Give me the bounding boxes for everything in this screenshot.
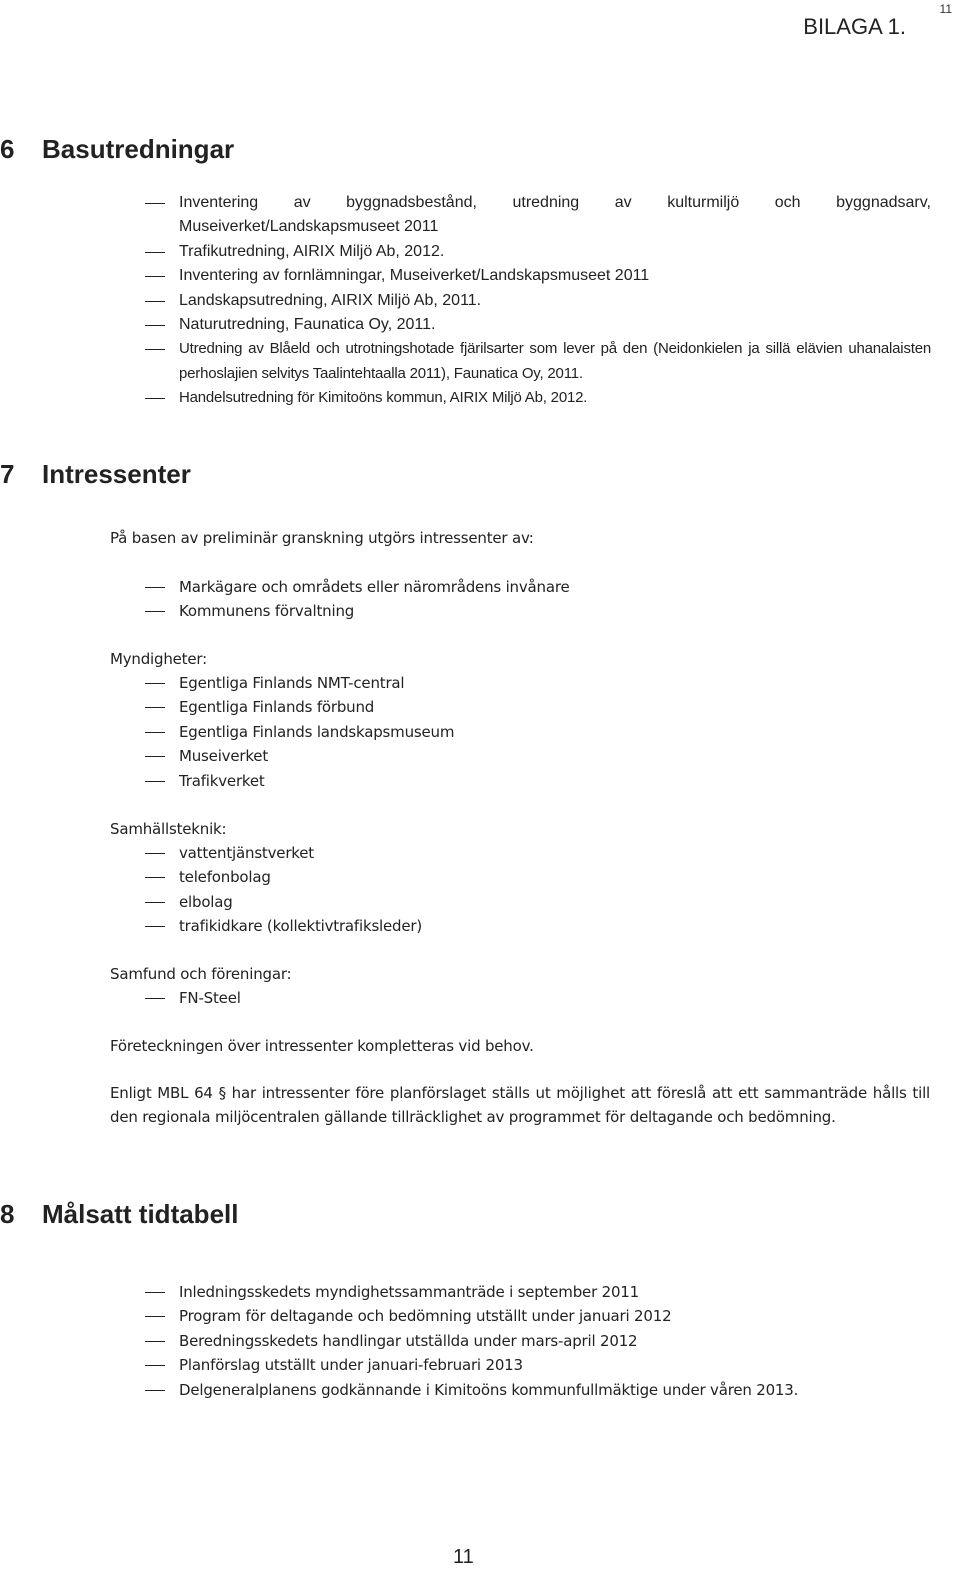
list-item: Delgeneralplanens godkännande i Kimitoöns kommunfullmäktige under våren 2013. bbox=[145, 1378, 931, 1402]
list-item: Trafikverket bbox=[145, 769, 931, 793]
list-item: telefonbolag bbox=[145, 865, 931, 889]
list-item: elbolag bbox=[145, 890, 931, 914]
list-item: Inventering av byggnadsbestånd, utredning av kulturmiljö och byggnadsarv, Museiverket/Landskapsmuseet 2011 bbox=[145, 191, 931, 240]
mbl-paragraph: Enligt MBL 64 § har intressenter före planförslaget ställs ut möjlighet att föreslå att ett sammanträde hålls till den regionala miljöcentralen gällande tillräcklighet av programmet för deltagande och bedömning. bbox=[110, 1084, 930, 1126]
section-title: Basutredningar bbox=[42, 134, 235, 164]
list-item: Trafikutredning, AIRIX Miljö Ab, 2012. bbox=[145, 240, 931, 264]
list-item: FN-Steel bbox=[145, 986, 931, 1010]
tech-label: Samhällsteknik: bbox=[110, 820, 227, 838]
list-item: Inledningsskedets myndighetssammanträde i september 2011 bbox=[145, 1280, 931, 1304]
section-number: 8 bbox=[0, 1199, 15, 1229]
list-item: trafikidkare (kollektivtrafiksleder) bbox=[145, 914, 931, 938]
list-item: Naturutredning, Faunatica Oy, 2011. bbox=[145, 313, 931, 337]
section-6-list bbox=[145, 191, 931, 411]
list-item: Program för deltagande och bedömning utställt under januari 2012 bbox=[145, 1304, 931, 1328]
authorities-list bbox=[145, 671, 931, 793]
page-number-bottom: 11 bbox=[453, 1546, 474, 1568]
section-6-heading bbox=[0, 134, 234, 165]
section-title: Intressenter bbox=[42, 459, 191, 489]
authorities-label: Myndigheter: bbox=[110, 650, 207, 668]
list-item: Egentliga Finlands NMT-central bbox=[145, 671, 931, 695]
list-item: Museiverket bbox=[145, 744, 931, 768]
timetable-list bbox=[145, 1280, 931, 1402]
list-item: Beredningsskedets handlingar utställda under mars-april 2012 bbox=[145, 1329, 931, 1353]
note-text: Företeckningen över intressenter kompletteras vid behov. bbox=[110, 1037, 534, 1055]
list-item: Markägare och områdets eller närområdens invånare bbox=[145, 575, 931, 599]
section-number: 7 bbox=[0, 459, 15, 489]
associations-label: Samfund och föreningar: bbox=[110, 965, 292, 983]
list-item: Planförslag utställt under januari-februari 2013 bbox=[145, 1353, 931, 1377]
list-item: Kommunens förvaltning bbox=[145, 599, 931, 623]
list-item: Utredning av Blåeld och utrotningshotade fjärilsarter som lever på den (Neidonkielen ja sillä elävien uhanalaisten perhoslajien selvitys Taalintehtaalla 2011), Faunatica Oy, 2011. bbox=[145, 337, 931, 386]
intro-text: På basen av preliminär granskning utgörs intressenter av: bbox=[110, 529, 534, 547]
list-item: Egentliga Finlands förbund bbox=[145, 695, 931, 719]
general-stakeholders-list bbox=[145, 575, 931, 624]
associations-list bbox=[145, 986, 931, 1010]
list-item: Landskapsutredning, AIRIX Miljö Ab, 2011. bbox=[145, 289, 931, 313]
list-item: Egentliga Finlands landskapsmuseum bbox=[145, 720, 931, 744]
list-item: Inventering av fornlämningar, Museiverket/Landskapsmuseet 2011 bbox=[145, 264, 931, 288]
section-title: Målsatt tidtabell bbox=[42, 1199, 239, 1229]
list-item: vattentjänstverket bbox=[145, 841, 931, 865]
section-number: 6 bbox=[0, 134, 15, 164]
list-item: Handelsutredning för Kimitoöns kommun, AIRIX Miljö Ab, 2012. bbox=[145, 386, 931, 410]
section-7-heading bbox=[0, 459, 191, 490]
page-number-top: 11 bbox=[939, 2, 952, 16]
tech-list bbox=[145, 841, 931, 939]
section-8-heading bbox=[0, 1199, 238, 1230]
appendix-label: BILAGA 1. bbox=[803, 14, 906, 39]
